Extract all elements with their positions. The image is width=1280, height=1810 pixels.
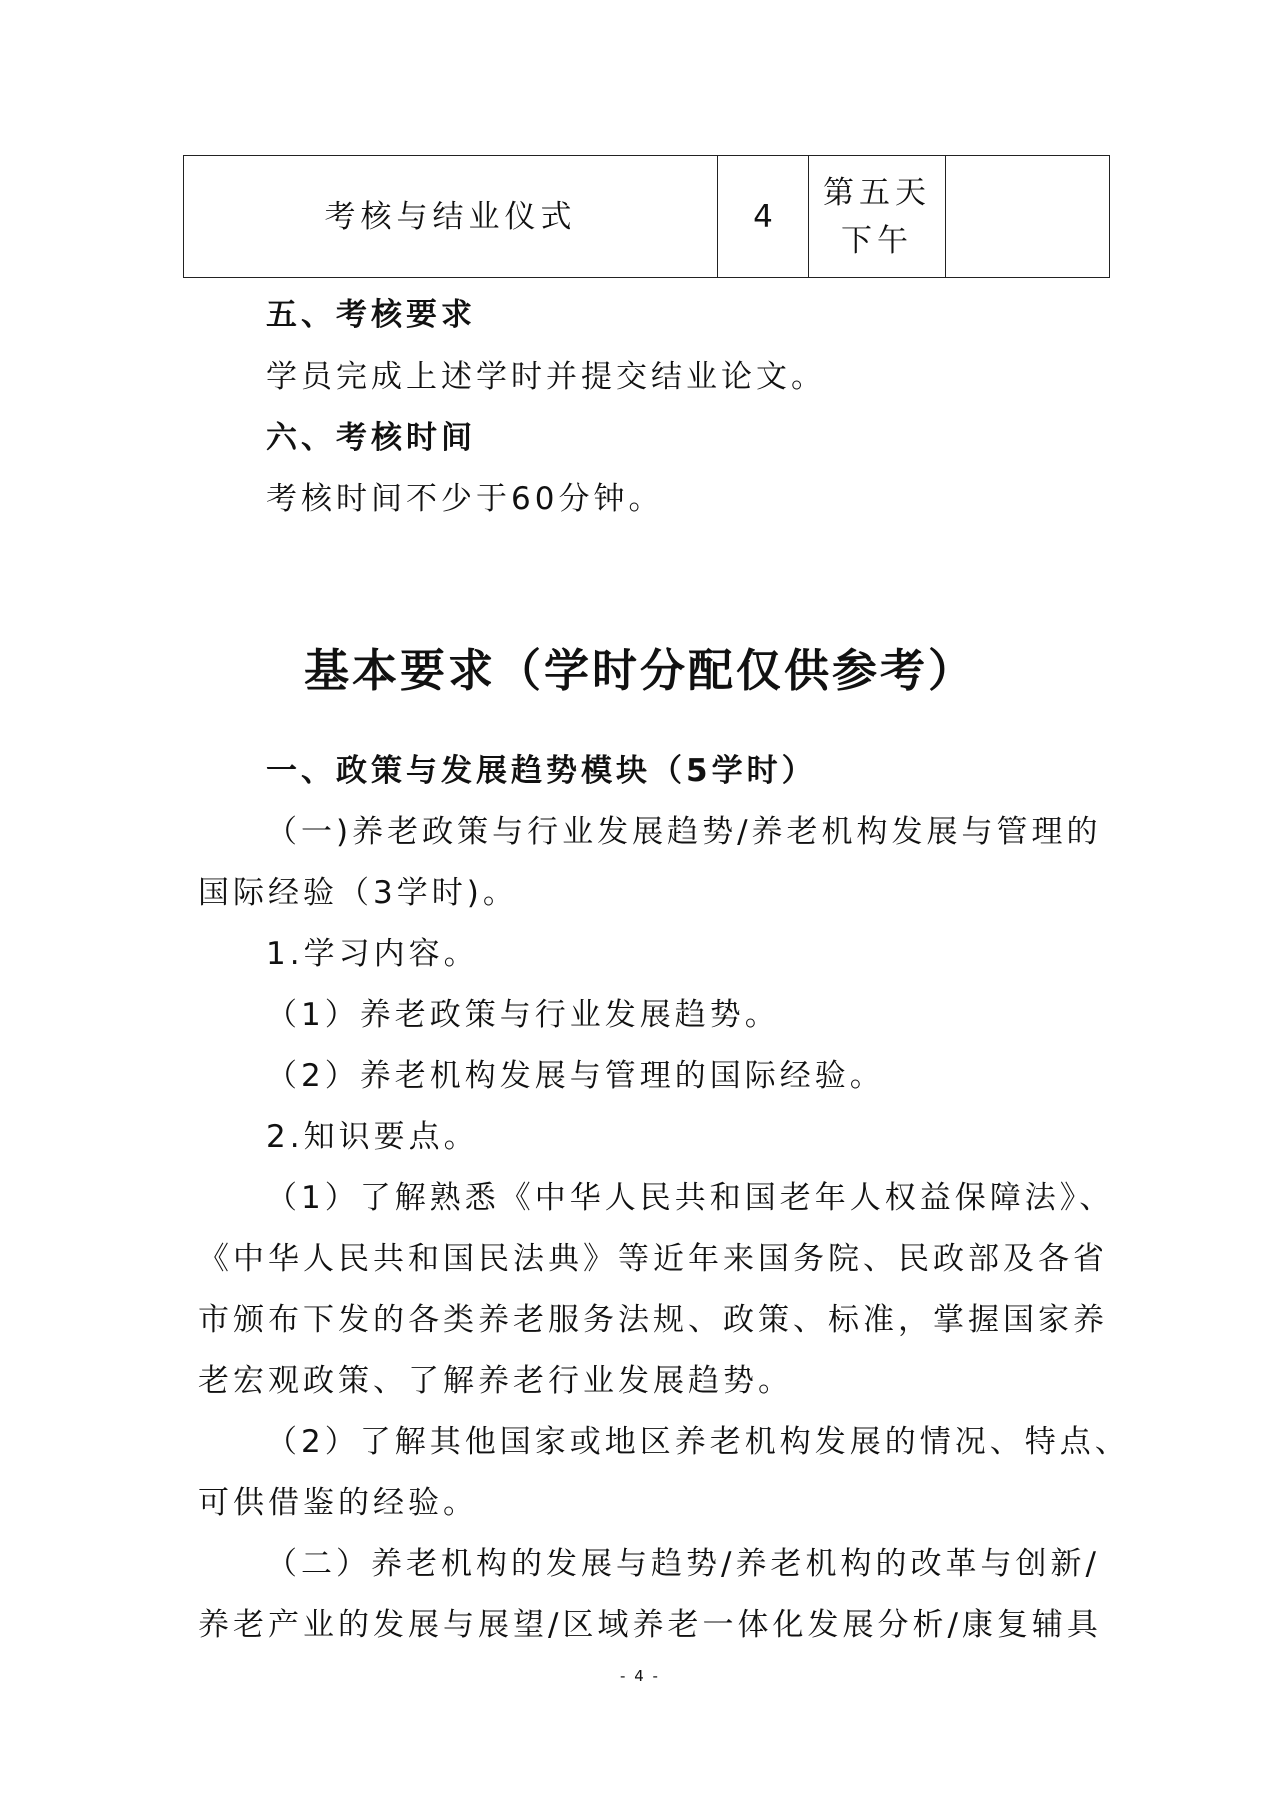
page-number: - 4 - xyxy=(620,1667,660,1685)
knowledge-item-1-line3: 市颁布下发的各类养老服务法规、政策、标准，掌握国家养 xyxy=(198,1302,1108,1338)
knowledge-item-1-line2: 《中华人民共和国民法典》等近年来国务院、民政部及各省 xyxy=(198,1241,1108,1277)
section-six-body: 考核时间不少于60分钟。 xyxy=(266,481,664,517)
learning-item-2: （2）养老机构发展与管理的国际经验。 xyxy=(266,1058,885,1094)
learning-item-1: （1）养老政策与行业发展趋势。 xyxy=(266,997,780,1033)
table-cell-time-period: 下午 xyxy=(841,222,913,259)
table-row xyxy=(184,156,1110,278)
table-cell-time xyxy=(809,156,946,278)
table-cell-content: 考核与结业仪式 xyxy=(184,156,718,278)
section-six-heading: 六、考核时间 xyxy=(266,420,476,456)
knowledge-item-2-line1: （2）了解其他国家或地区养老机构发展的情况、特点、 xyxy=(266,1424,1130,1460)
table-cell-time-day: 第五天 xyxy=(823,174,931,211)
schedule-table xyxy=(183,155,1110,278)
knowledge-item-2-line2: 可供借鉴的经验。 xyxy=(198,1485,478,1521)
main-heading: 基本要求（学时分配仅供参考） xyxy=(303,644,976,697)
module-one-sub-one-line2: 国际经验（3学时)。 xyxy=(198,875,518,911)
module-one-sub-one-line1: （一)养老政策与行业发展趋势/养老机构发展与管理的 xyxy=(266,814,1102,850)
knowledge-title: 2.知识要点。 xyxy=(266,1119,479,1155)
section-five-heading: 五、考核要求 xyxy=(266,297,476,333)
module-one-heading: 一、政策与发展趋势模块（5学时） xyxy=(266,753,817,789)
module-one-sub-two-line1: （二）养老机构的发展与趋势/养老机构的改革与创新/ xyxy=(266,1546,1100,1582)
knowledge-item-1-line1: （1）了解熟悉《中华人民共和国老年人权益保障法》、 xyxy=(266,1180,1115,1216)
knowledge-item-1-line4: 老宏观政策、了解养老行业发展趋势。 xyxy=(198,1363,793,1399)
section-five-body: 学员完成上述学时并提交结业论文。 xyxy=(266,359,826,395)
table-cell-note xyxy=(946,156,1110,278)
table-cell-hours: 4 xyxy=(718,156,809,278)
learning-content-title: 1.学习内容。 xyxy=(266,936,479,972)
module-one-sub-two-line2: 养老产业的发展与展望/区域养老一体化发展分析/康复辅具 xyxy=(198,1607,1102,1643)
